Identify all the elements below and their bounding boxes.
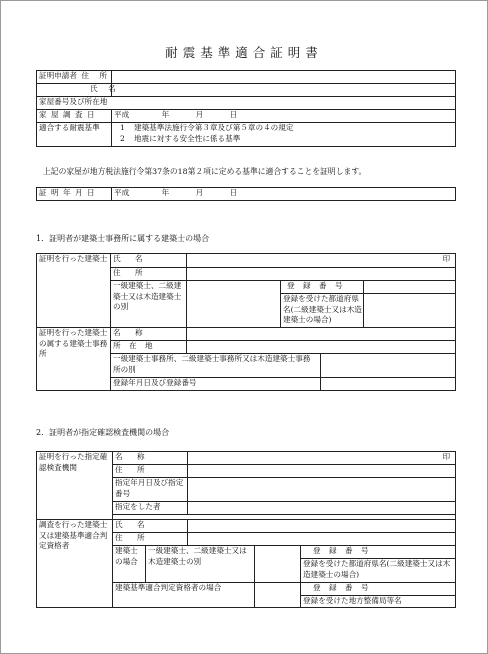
standard-field bbox=[112, 123, 456, 147]
applicant-address-field[interactable] bbox=[112, 71, 456, 84]
survey-month: 月 bbox=[195, 110, 204, 119]
s2-surveyor-name-label: 氏 名 bbox=[113, 520, 188, 533]
s1-architect-label: 証明を行った建築士 bbox=[37, 254, 111, 328]
s1-seal: 印 bbox=[442, 254, 451, 263]
s1-reg-number-label: 登 録 番 号 bbox=[281, 281, 364, 293]
applicant-label: 証明申請者 bbox=[39, 71, 77, 80]
s1-office-class-field[interactable] bbox=[321, 354, 456, 378]
survey-date-field[interactable] bbox=[112, 110, 456, 123]
survey-year: 年 bbox=[161, 110, 170, 119]
s2-surveyor-address-field[interactable] bbox=[188, 533, 456, 546]
cert-month: 月 bbox=[195, 188, 204, 197]
s1-reg-number-field[interactable] bbox=[364, 281, 455, 293]
s2-designator-field[interactable] bbox=[188, 502, 456, 515]
s2-designation-field[interactable] bbox=[188, 478, 456, 502]
s2-address-field[interactable] bbox=[188, 465, 456, 478]
s2-designator-label: 指定をした者 bbox=[113, 502, 188, 515]
applicant-name-field[interactable] bbox=[112, 84, 456, 97]
s2-surveyor-name-field[interactable] bbox=[188, 520, 456, 533]
s1-office-name-label: 名 称 bbox=[111, 328, 187, 341]
house-number-label: 家屋番号及び所在地 bbox=[39, 97, 108, 106]
s2-reg-cell bbox=[301, 546, 456, 583]
s1-office-reg-label: 登録年月日及び登録番号 bbox=[111, 378, 321, 391]
s1-address-field[interactable] bbox=[187, 268, 456, 281]
standard-1-num: 1 bbox=[120, 123, 125, 132]
survey-date-label: 家 屋 調 査 日 bbox=[37, 110, 112, 123]
s2-name-label: 名 称 bbox=[113, 452, 188, 465]
s2-surveyor-label: 調査を行った建築士又は建築基準適合判定資格者 bbox=[37, 520, 113, 608]
s1-class-label: 一級建築士、二級建築士又は木造建築士の別 bbox=[111, 281, 187, 328]
s1-office-name-field[interactable] bbox=[187, 328, 456, 341]
certify-statement: 上記の家屋が地方税法施行令第37条の18第２項に定める基準に適合することを証明します。 bbox=[43, 167, 367, 176]
cert-date-label: 証 明 年 月 日 bbox=[37, 188, 112, 201]
applicant-table bbox=[36, 70, 456, 147]
s2-surveyor-address-label: 住 所 bbox=[113, 533, 188, 546]
cert-year: 年 bbox=[161, 188, 170, 197]
s1-office-address-label: 所 在 地 bbox=[111, 341, 187, 354]
standard-1-text: 建築基準法施行令第３章及び第５章の４の規定 bbox=[134, 123, 294, 132]
s2-architect-case-label: 建築士の場合 bbox=[113, 546, 146, 583]
standard-2-num: 2 bbox=[120, 133, 125, 143]
s1-reg-cell bbox=[281, 281, 456, 328]
name-label: 氏 名 bbox=[90, 84, 120, 93]
s2-designation-label: 指定年月日及び指定番号 bbox=[113, 478, 188, 502]
cert-day: 日 bbox=[229, 188, 238, 197]
s2-judge-reg-number-field[interactable] bbox=[391, 583, 455, 595]
s2-judge-field[interactable] bbox=[255, 583, 301, 608]
s2-seal: 印 bbox=[442, 452, 451, 461]
s2-address-label: 住 所 bbox=[113, 465, 188, 478]
s2-class-label: 一級建築士、二級建築士又は木造建築士の別 bbox=[146, 546, 255, 583]
section2-table bbox=[36, 451, 456, 608]
s1-class-field[interactable] bbox=[187, 281, 281, 328]
s1-office-reg-field[interactable] bbox=[321, 378, 456, 391]
document-title: 耐震基準適合証明書 bbox=[165, 45, 323, 60]
s1-name-field[interactable] bbox=[187, 254, 456, 268]
survey-day: 日 bbox=[229, 110, 238, 119]
s2-reg-number-field[interactable] bbox=[391, 546, 455, 558]
s1-reg-pref-field[interactable] bbox=[364, 294, 455, 327]
s2-agency-label: 証明を行った指定確認検査機関 bbox=[37, 452, 113, 520]
cert-era: 平成 bbox=[114, 188, 130, 197]
address-label: 住 所 bbox=[81, 71, 111, 80]
s2-reg-number-label: 登 録 番 号 bbox=[313, 546, 372, 555]
section1-heading: 1．証明者が建築士事務所に属する建築士の場合 bbox=[36, 234, 210, 243]
s1-office-address-field[interactable] bbox=[187, 341, 456, 354]
survey-era: 平成 bbox=[114, 110, 130, 119]
standard-label: 適合する耐震基準 bbox=[37, 123, 112, 147]
s2-name-field[interactable] bbox=[188, 452, 456, 465]
section1-table bbox=[36, 253, 456, 391]
s2-judge-reg-number-label: 登 録 番 号 bbox=[313, 583, 372, 592]
s2-judge-reg-office-label: 登録を受けた地方整備局等名 bbox=[303, 596, 402, 605]
s1-office-class-label: 一級建築士事務所、二級建築士事務所又は木造建築士事務所の別 bbox=[111, 354, 321, 378]
s1-reg-pref-label: 登録を受けた都道府県名(二級建築士又は木造建築士の場合) bbox=[281, 294, 364, 327]
s2-class-field[interactable] bbox=[255, 546, 301, 583]
s2-judge-reg-cell bbox=[301, 583, 456, 608]
s2-judge-case-label: 建築基準適合判定資格者の場合 bbox=[113, 583, 255, 608]
cert-date-table bbox=[36, 187, 456, 201]
section2-heading: 2．証明者が指定確認検査機関の場合 bbox=[36, 428, 170, 437]
s1-name-label: 氏 名 bbox=[111, 254, 187, 268]
standard-2-text: 地震に対する安全性に係る基準 bbox=[134, 133, 241, 143]
house-number-row[interactable] bbox=[37, 97, 456, 110]
s1-address-label: 住 所 bbox=[111, 268, 187, 281]
cert-date-field[interactable] bbox=[112, 188, 456, 201]
s2-reg-pref-label: 登録を受けた都道府県名(二級建築士又は木造建築士の場合) bbox=[303, 559, 451, 579]
s1-office-label: 証明を行った建築士の属する建築士事務所 bbox=[37, 328, 111, 391]
